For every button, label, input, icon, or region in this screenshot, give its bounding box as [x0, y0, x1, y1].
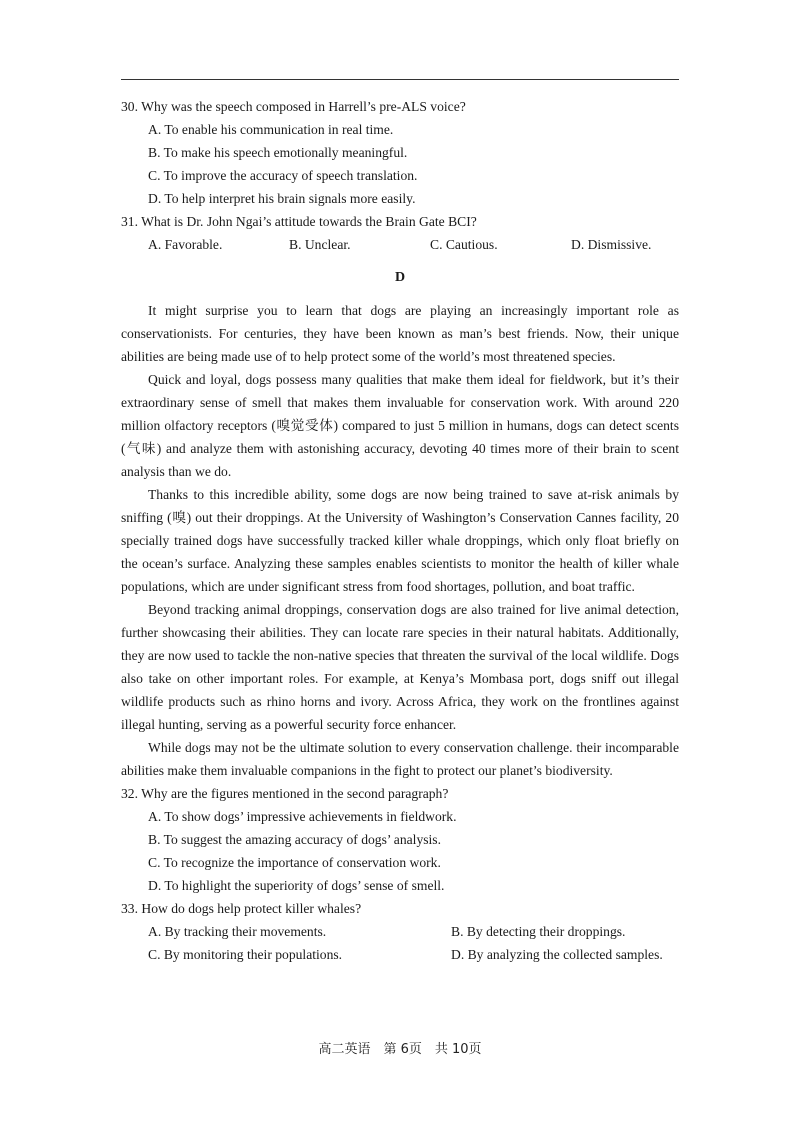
option-c: C. To recognize the importance of conservation work. [148, 855, 441, 870]
paragraph-1: It might surprise you to learn that dogs are playing an increasingly important role as conservationists. For centuries, they have been known as man’s best friends. Now, their unique abilities are being made use of to help protect some of the world’s most threatened species. [121, 303, 679, 364]
options-row [148, 233, 679, 256]
section-title: D [394, 270, 406, 285]
option-d: D. By analyzing the collected samples. [451, 947, 663, 962]
options-grid [148, 920, 679, 966]
option-b: B. By detecting their droppings. [451, 924, 626, 939]
option-a: A. By tracking their movements. [148, 924, 327, 939]
passage [121, 299, 679, 782]
option-a: A. To enable his communication in real time. [148, 122, 394, 137]
question-30 [121, 95, 679, 210]
option-a: A. Favorable. [148, 237, 223, 252]
page-content [121, 95, 679, 966]
page-footer: 高二英语 第 6页 共 10页 [318, 1042, 482, 1057]
question-text: 33. How do dogs help protect killer whales? [121, 901, 362, 916]
option-c: C. To improve the accuracy of speech translation. [148, 168, 418, 183]
question-33 [121, 897, 679, 966]
option-c: C. By monitoring their populations. [148, 947, 343, 962]
paragraph-5: While dogs may not be the ultimate solution to every conservation challenge. their incomparable abilities make them invaluable companions in the fight to protect our planet’s biodiversity. [121, 740, 679, 778]
option-a: A. To show dogs’ impressive achievements in fieldwork. [148, 809, 457, 824]
option-d: D. Dismissive. [571, 237, 652, 252]
top-rule [121, 79, 679, 80]
option-b: B. Unclear. [289, 237, 351, 252]
option-b: B. To make his speech emotionally meaningful. [148, 145, 408, 160]
question-31 [121, 210, 679, 256]
question-text: 32. Why are the figures mentioned in the second paragraph? [121, 786, 449, 801]
paragraph-4: Beyond tracking animal droppings, conservation dogs are also trained for live animal detection, further showcasing their abilities. They can locate rare species in their natural habitats. Additionally, they are now used to tackle the non-native species that threaten the survival of the local wildlife. Dogs also take on other important roles. For example, at Kenya’s Mombasa port, dogs sniff out illegal wildlife products such as rhino horns and ivory. Across Africa, they work on the frontlines against illegal hunting, serving as a powerful security force enhancer. [121, 602, 679, 732]
option-d: D. To help interpret his brain signals more easily. [148, 191, 416, 206]
option-c: C. Cautious. [430, 237, 498, 252]
paragraph-3: Thanks to this incredible ability, some dogs are now being trained to save at-risk animals by sniffing (嗅) out their droppings. At the University of Washington’s Conservation Cannes facility, 20 specially trained dogs have successfully tracked killer whale droppings, which only float briefly on the ocean’s surface. Analyzing these samples enables scientists to monitor the health of killer whale populations, which are under significant stress from food shortages, pollution, and boat traffic. [121, 487, 679, 594]
paragraph-2: Quick and loyal, dogs possess many qualities that make them ideal for fieldwork, but it’s their extraordinary sense of smell that makes them invaluable for conservation work. With around 220 million olfactory receptors (嗅觉受体) compared to just 5 million in humans, dogs can detect scents (气味) and analyze them with astonishing accuracy, devoting 40 times more of their brain to scent analysis than we do. [121, 372, 679, 479]
question-text: 30. Why was the speech composed in Harrell’s pre-ALS voice? [121, 99, 466, 114]
option-b: B. To suggest the amazing accuracy of dogs’ analysis. [148, 832, 441, 847]
option-d: D. To highlight the superiority of dogs’ sense of smell. [148, 878, 445, 893]
question-32 [121, 782, 679, 897]
question-text: 31. What is Dr. John Ngai’s attitude towards the Brain Gate BCI? [121, 214, 477, 229]
